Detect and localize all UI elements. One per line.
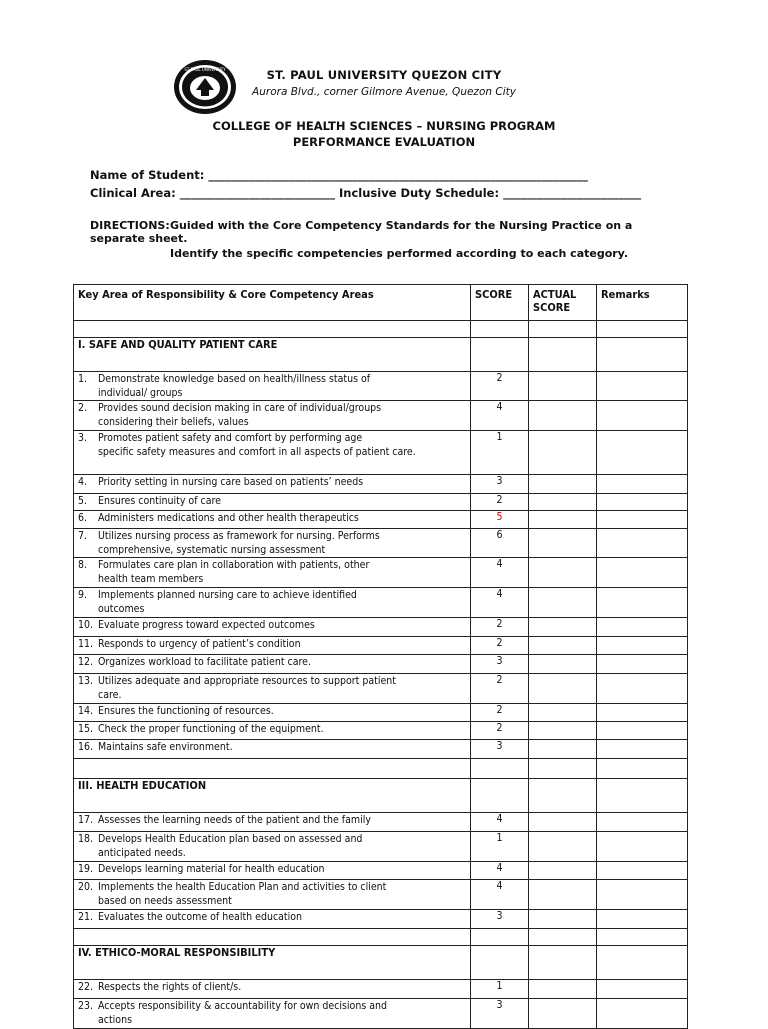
blank-cell [471,759,529,779]
actual-score-cell[interactable] [529,910,597,929]
table-row [74,999,688,1029]
competency-item [74,475,471,494]
remarks-cell[interactable] [597,740,688,759]
table-row [74,618,688,637]
item-text-continued: considering their beliefs, values [98,416,249,428]
item-text: Utilizes nursing process as framework for nursing. Performs [98,530,380,542]
item-text-continued: individual/ groups [98,387,183,399]
competency-item [74,618,471,637]
score-cell: 4 [471,862,529,880]
score-cell: 4 [471,588,529,618]
score-cell: 4 [471,558,529,588]
competency-item [74,999,471,1029]
score-cell: 2 [471,674,529,704]
item-number: 8. [78,559,88,571]
item-text-continued: health team members [98,573,204,585]
item-text: Organizes workload to facilitate patient care. [98,656,311,668]
score-cell: 2 [471,704,529,722]
section-blank-cell [529,946,597,980]
actual-score-cell[interactable] [529,862,597,880]
score-cell: 3 [471,655,529,674]
blank-cell [529,759,597,779]
item-text: Administers medications and other health therapeutics [98,512,359,524]
section-title: I. SAFE AND QUALITY PATIENT CARE [74,338,471,372]
item-number: 15. [78,723,94,735]
item-text: Formulates care plan in collaboration with patients, other [98,559,370,571]
score-cell: 2 [471,637,529,655]
actual-score-cell[interactable] [529,431,597,475]
table-row [74,588,688,618]
item-text: Demonstrate knowledge based on health/illness status of [98,373,371,385]
table-row [74,475,688,494]
item-text: Maintains safe environment. [98,741,233,753]
table-row [74,529,688,558]
table-row [74,431,688,475]
item-text: Implements planned nursing care to achieve identified [98,589,357,601]
remarks-cell[interactable] [597,511,688,529]
clinical-area-field[interactable]: ___________________________ [179,186,335,200]
item-number: 11. [78,638,94,650]
remarks-cell[interactable] [597,880,688,910]
directions-text-1: Guided with the Core Competency Standards for the Nursing Practice on a separate sheet. [90,219,633,245]
table-row [74,980,688,999]
table-row [74,372,688,401]
actual-score-cell[interactable] [529,722,597,740]
item-text: Evaluates the outcome of health education [98,911,303,923]
remarks-cell[interactable] [597,655,688,674]
blank-cell [597,321,688,338]
item-number: 22. [78,981,94,993]
remarks-cell[interactable] [597,588,688,618]
table-row [74,655,688,674]
item-number: 18. [78,833,94,845]
competency-item [74,674,471,704]
remarks-cell[interactable] [597,980,688,999]
score-cell: 1 [471,832,529,862]
item-text: Develops learning material for health education [98,863,325,875]
table-row [74,494,688,511]
section-title: III. HEALTH EDUCATION [74,779,471,813]
item-text-continued: outcomes [98,603,145,615]
item-number: 1. [78,373,88,385]
directions-text-2: Identify the specific competencies performed according to each category. [170,247,629,260]
item-number: 20. [78,881,94,893]
competency-item [74,880,471,910]
remarks-cell[interactable] [597,637,688,655]
remarks-cell[interactable] [597,704,688,722]
blank-cell [597,929,688,946]
item-text-continued: anticipated needs. [98,847,186,859]
table-row [74,511,688,529]
blank-row [74,321,688,338]
item-text: Accepts responsibility & accountability for own decisions and [98,1000,388,1012]
competency-item [74,529,471,558]
blank-row [74,759,688,779]
table-row [74,832,688,862]
competency-item [74,910,471,929]
score-cell: 3 [471,910,529,929]
remarks-cell[interactable] [597,494,688,511]
score-cell: 3 [471,999,529,1029]
competency-item [74,704,471,722]
section-row [74,338,688,372]
table-row [74,813,688,832]
item-text: Provides sound decision making in care of individual/groups [98,402,382,414]
item-number: 4. [78,476,88,488]
directions-label: DIRECTIONS: [90,219,170,232]
blank-cell [471,321,529,338]
table-row [74,740,688,759]
table-header-row [74,285,688,321]
item-number: 14. [78,705,94,717]
competency-item [74,862,471,880]
competency-item [74,980,471,999]
competency-item [74,431,471,475]
competency-item [74,637,471,655]
competency-item [74,372,471,401]
section-blank-cell [529,779,597,813]
student-name-label: Name of Student: [90,168,205,182]
item-text: Respects the rights of client/s. [98,981,242,993]
item-number: 3. [78,432,88,444]
svg-text:ST PAUL UNIVERSITY: ST PAUL UNIVERSITY [184,67,226,72]
score-cell: 2 [471,618,529,637]
item-text: Responds to urgency of patient’s condition [98,638,301,650]
actual-score-cell[interactable] [529,511,597,529]
remarks-cell[interactable] [597,372,688,401]
blank-cell [471,929,529,946]
item-text: Ensures the functioning of resources. [98,705,274,717]
competency-item [74,558,471,588]
item-text: Utilizes adequate and appropriate resources to support patient [98,675,396,687]
clinical-area-row [90,186,641,200]
actual-score-cell[interactable] [529,980,597,999]
university-address: Aurora Blvd., corner Gilmore Avenue, Quezon City [252,86,516,98]
blank-cell [529,321,597,338]
actual-score-cell[interactable] [529,880,597,910]
remarks-cell[interactable] [597,674,688,704]
clinical-area-label: Clinical Area: [90,186,176,200]
section-title: IV. ETHICO-MORAL RESPONSIBILITY [74,946,471,980]
competency-item [74,813,471,832]
student-name-field[interactable]: __________________________________________________________________ [208,168,588,182]
competency-item [74,740,471,759]
actual-score-cell[interactable] [529,618,597,637]
score-cell: 2 [471,494,529,511]
actual-score-cell[interactable] [529,637,597,655]
item-text-continued: actions [98,1014,132,1026]
blank-row [74,929,688,946]
item-text-continued: specific safety measures and comfort in all aspects of patient care. [98,446,416,458]
actual-score-cell[interactable] [529,655,597,674]
item-text: Develops Health Education plan based on assessed and [98,833,363,845]
item-number: 7. [78,530,88,542]
item-text: Promotes patient safety and comfort by performing age [98,432,363,444]
section-blank-cell [597,338,688,372]
item-text-continued: comprehensive, systematic nursing assessment [98,544,326,556]
item-number: 6. [78,512,88,524]
competency-item [74,494,471,511]
table-row [74,722,688,740]
student-name-row [90,168,588,182]
remarks-cell[interactable] [597,558,688,588]
header-score: SCORE [471,285,529,321]
table-row [74,880,688,910]
blank-cell [74,321,471,338]
item-text: Check the proper functioning of the equipment. [98,723,324,735]
item-number: 10. [78,619,94,631]
blank-cell [74,759,471,779]
section-row [74,779,688,813]
item-text: Ensures continuity of care [98,495,221,507]
actual-score-cell[interactable] [529,674,597,704]
score-cell: 3 [471,740,529,759]
table-row [74,862,688,880]
item-text-continued: care. [98,689,122,701]
blank-cell [74,929,471,946]
item-number: 9. [78,589,88,601]
table-row [74,674,688,704]
item-text: Priority setting in nursing care based on patients’ needs [98,476,364,488]
table-row [74,637,688,655]
item-number: 16. [78,741,94,753]
section-blank-cell [471,946,529,980]
remarks-cell[interactable] [597,475,688,494]
document-title: PERFORMANCE EVALUATION [292,135,476,149]
header-remarks: Remarks [597,285,688,321]
remarks-cell[interactable] [597,529,688,558]
item-number: 23. [78,1000,94,1012]
remarks-cell[interactable] [597,618,688,637]
actual-score-cell[interactable] [529,401,597,431]
duty-schedule-field[interactable]: ________________________ [503,186,642,200]
section-blank-cell [529,338,597,372]
evaluation-table [73,284,688,1029]
actual-score-cell[interactable] [529,558,597,588]
actual-score-cell[interactable] [529,588,597,618]
actual-score-cell[interactable] [529,529,597,558]
score-cell: 5 [471,511,529,529]
actual-score-cell[interactable] [529,475,597,494]
competency-item [74,588,471,618]
item-number: 2. [78,402,88,414]
actual-score-cell[interactable] [529,999,597,1029]
item-text: Implements the health Education Plan and activities to client [98,881,387,893]
remarks-cell[interactable] [597,999,688,1029]
remarks-cell[interactable] [597,813,688,832]
score-cell: 6 [471,529,529,558]
score-cell: 4 [471,813,529,832]
header-area: Key Area of Responsibility & Core Competency Areas [74,285,471,321]
remarks-cell[interactable] [597,401,688,431]
section-blank-cell [597,946,688,980]
section-blank-cell [471,338,529,372]
item-number: 13. [78,675,94,687]
table-row [74,704,688,722]
section-blank-cell [597,779,688,813]
section-row [74,946,688,980]
item-number: 21. [78,911,94,923]
score-cell: 4 [471,401,529,431]
item-text: Evaluate progress toward expected outcomes [98,619,315,631]
remarks-cell[interactable] [597,832,688,862]
duty-schedule-label: Inclusive Duty Schedule: [339,186,500,200]
score-cell: 3 [471,475,529,494]
actual-score-cell[interactable] [529,832,597,862]
score-cell: 1 [471,431,529,475]
score-cell: 2 [471,372,529,401]
item-number: 12. [78,656,94,668]
actual-score-cell[interactable] [529,813,597,832]
competency-item [74,511,471,529]
actual-score-cell[interactable] [529,494,597,511]
actual-score-cell[interactable] [529,372,597,401]
item-text: Assesses the learning needs of the patient and the family [98,814,371,826]
table-row [74,910,688,929]
competency-item [74,722,471,740]
item-text-continued: based on needs assessment [98,895,232,907]
remarks-cell[interactable] [597,862,688,880]
score-cell: 4 [471,880,529,910]
college-program: COLLEGE OF HEALTH SCIENCES – NURSING PROGRAM [212,119,556,133]
item-number: 19. [78,863,94,875]
table-row [74,558,688,588]
item-number: 17. [78,814,94,826]
actual-score-cell[interactable] [529,740,597,759]
remarks-cell[interactable] [597,431,688,475]
remarks-cell[interactable] [597,910,688,929]
actual-score-cell[interactable] [529,704,597,722]
competency-item [74,832,471,862]
remarks-cell[interactable] [597,722,688,740]
directions-block [90,219,690,260]
competency-item [74,655,471,674]
blank-cell [529,929,597,946]
section-blank-cell [471,779,529,813]
blank-cell [597,759,688,779]
university-name: ST. PAUL UNIVERSITY QUEZON CITY [266,68,502,82]
score-cell: 2 [471,722,529,740]
item-number: 5. [78,495,88,507]
header-actual-score: ACTUAL SCORE [529,285,597,321]
score-cell: 1 [471,980,529,999]
competency-item [74,401,471,431]
table-row [74,401,688,431]
